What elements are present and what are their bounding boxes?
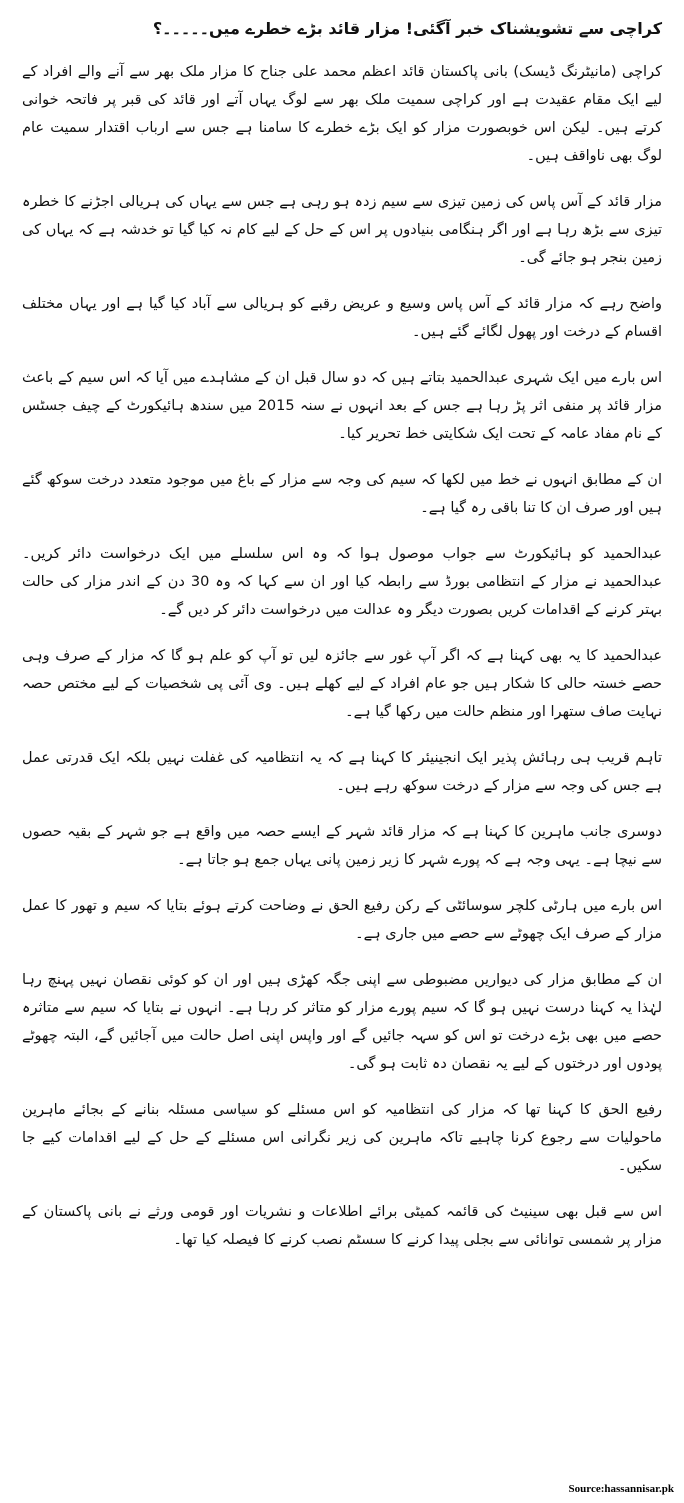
article-paragraph-11: ان کے مطابق مزار کی دیواریں مضبوطی سے اپنی جگہ کھڑی ہیں اور ان کو کوئی نقصان نہیں پہنچ رہا لہٰذا یہ کہنا درست نہیں ہو گا کہ سیم پورے مزار کو متاثر کر رہا ہے۔ انہوں نے بتایا کہ سیم سے متاثرہ حصے میں بھی بڑے درخت تو اس کو سہہ جائیں گے اور واپس اپنی اصل حالت میں آجائیں گے، البتہ چھوٹے پودوں اور درختوں کے لیے یہ نقصان دہ ثابت ہو گی۔ (22, 972, 662, 1072)
source-credit: Source:hassannisar.pk (568, 1483, 674, 1495)
article-paragraph-2: مزار قائد کے آس پاس کی زمین تیزی سے سیم زدہ ہو رہی ہے جس سے یہاں کی ہریالی اجڑنے کا خطرہ تیزی سے بڑھ رہا ہے اور اگر ہنگامی بنیادوں پر اس کے حل کے لیے کام نہ کیا گیا تو خدشہ ہے کہ یہاں کی زمین بنجر ہو جائے گی۔ (22, 194, 662, 266)
article-paragraph-13: اس سے قبل بھی سینیٹ کی قائمہ کمیٹی برائے اطلاعات و نشریات اور قومی ورثے نے بانی پاکستان کے مزار پر شمسی توانائی سے بجلی پیدا کرنے کا سسٹم نصب کرنے کا فیصلہ کیا تھا۔ (22, 1204, 662, 1248)
article-paragraph-6: عبدالحمید کو ہائیکورٹ سے جواب موصول ہوا کہ وہ اس سلسلے میں ایک درخواست دائر کریں۔ عبدالحمید نے مزار کے انتظامی بورڈ سے رابطہ کیا اور ان سے کہا کہ وہ 30 دن کے اندر مزار کی حالت بہتر کرنے کے اقدامات کریں بصورت دیگر وہ عدالت میں درخواست دائر کر دیں گے۔ (22, 546, 662, 618)
article-paragraph-3: واضح رہے کہ مزار قائد کے آس پاس وسیع و عریض رقبے کو ہریالی سے آباد کیا گیا ہے اور یہاں مختلف اقسام کے درخت اور پھول لگائے گئے ہیں۔ (22, 296, 662, 340)
article-paragraph-12: رفیع الحق کا کہنا تھا کہ مزار کی انتظامیہ کو اس مسئلے کو سیاسی مسئلہ بنانے کے بجائے ماہرین ماحولیات سے رجوع کرنا چاہیے تاکہ ماہرین کی زیر نگرانی اس مسئلے کے حل کے لیے اقدامات کیے جا سکیں۔ (22, 1102, 662, 1174)
article-headline: کراچی سے تشویشناک خبر آگئی! مزار قائد بڑے خطرے میں۔۔۔۔۔؟ (152, 19, 662, 38)
article-body (22, 14, 662, 1272)
article-paragraph-10: اس بارے میں ہارٹی کلچر سوسائٹی کے رکن رفیع الحق نے وضاحت کرتے ہوئے بتایا کہ سیم و تھور کا عمل مزار کے صرف ایک چھوٹے سے حصے میں جاری ہے۔ (22, 898, 662, 942)
article-paragraph-9: دوسری جانب ماہرین کا کہنا ہے کہ مزار قائد شہر کے ایسے حصہ میں واقع ہے جو شہر کے بقیہ حصوں سے نیچا ہے۔ یہی وجہ ہے کہ پورے شہر کا زیر زمین پانی یہاں جمع ہو جاتا ہے۔ (22, 824, 662, 868)
article-paragraph-7: عبدالحمید کا یہ بھی کہنا ہے کہ اگر آپ غور سے جائزہ لیں تو آپ کو علم ہو گا کہ مزار کے صرف وہی حصے خستہ حالی کا شکار ہیں جو عام افراد کے لیے کھلے ہیں۔ وی آئی پی شخصیات کے لیے مختص حصہ نہایت صاف ستھرا اور منظم حالت میں رکھا گیا ہے۔ (22, 648, 662, 720)
article-paragraph-4: اس بارے میں ایک شہری عبدالحمید بتاتے ہیں کہ دو سال قبل ان کے مشاہدے میں آیا کہ اس سیم کے باعث مزار قائد پر منفی اثر پڑ رہا ہے جس کے بعد انہوں نے سنہ 2015 میں سندھ ہائیکورٹ کے چیف جسٹس کے نام مفاد عامہ کے تحت ایک شکایتی خط تحریر کیا۔ (22, 370, 662, 442)
article-paragraph-8: تاہم قریب ہی رہائش پذیر ایک انجینیئر کا کہنا ہے کہ یہ انتظامیہ کی غفلت نہیں بلکہ ایک قدرتی عمل ہے جس کی وجہ سے مزار کے درخت سوکھ رہے ہیں۔ (22, 750, 662, 794)
article-paragraph-5: ان کے مطابق انہوں نے خط میں لکھا کہ سیم کی وجہ سے مزار کے باغ میں موجود متعدد درخت سوکھ گئے ہیں اور صرف ان کا تنا باقی رہ گیا ہے۔ (22, 472, 662, 516)
article-paragraph-1: کراچی (مانیٹرنگ ڈیسک) بانی پاکستان قائد اعظم محمد علی جناح کا مزار ملک بھر سے آنے والے افراد کے لیے ایک مقام عقیدت ہے اور کراچی سمیت ملک بھر سے لوگ یہاں آتے اور قائد کی قبر پر فاتحہ خوانی کرتے ہیں۔ لیکن اس خوبصورت مزار کو ایک بڑے خطرے کا سامنا ہے جس سے ارباب اقتدار سمیت عام لوگ بھی ناواقف ہیں۔ (22, 64, 662, 164)
